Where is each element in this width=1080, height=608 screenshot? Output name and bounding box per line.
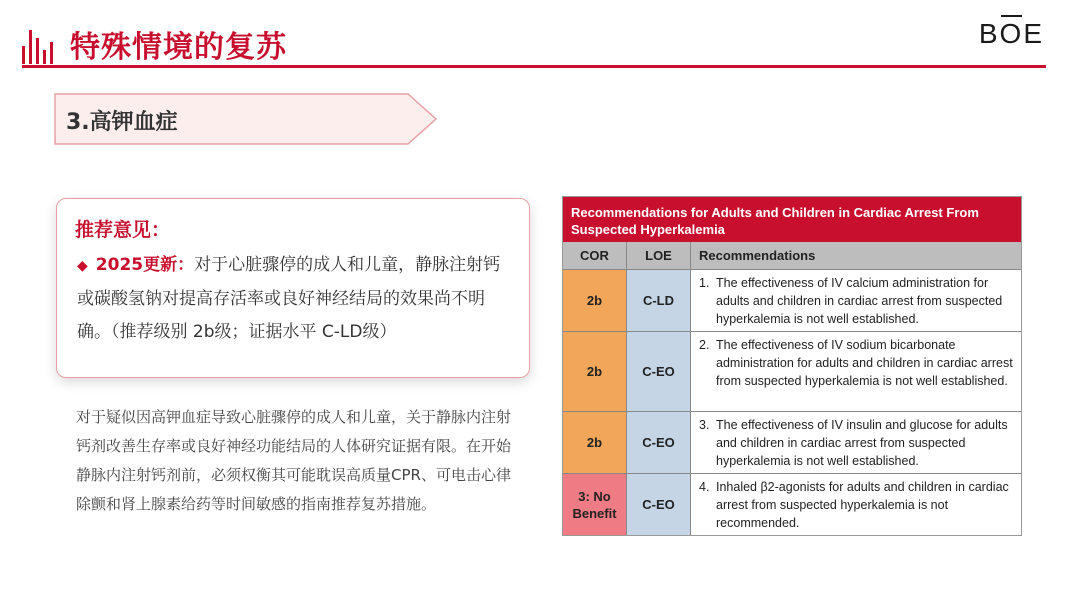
recommendation-text: The effectiveness of IV insulin and glucose for adults and children in cardiac arrest from suspected hyperkalemia is not well established. bbox=[716, 418, 1008, 468]
recommendation-cell bbox=[691, 332, 1021, 411]
header-divider bbox=[22, 65, 1046, 68]
recommendation-cell bbox=[691, 412, 1021, 473]
cor-cell: 2b bbox=[563, 270, 627, 331]
loe-cell: C-LD bbox=[627, 270, 691, 331]
recommendation-body bbox=[77, 249, 507, 349]
brand-logo: BOE bbox=[978, 18, 1044, 49]
diamond-bullet-icon: ◆ bbox=[77, 258, 88, 274]
section-tag bbox=[54, 93, 438, 145]
header-recommendations: Recommendations bbox=[699, 248, 816, 263]
cor-cell: 3: No Benefit bbox=[563, 474, 627, 535]
row-number: 4. bbox=[699, 480, 710, 494]
table-row bbox=[563, 331, 1021, 411]
table-row bbox=[563, 473, 1021, 535]
recommendation-card bbox=[56, 198, 530, 378]
header-cor: COR bbox=[563, 242, 627, 269]
loe-cell: C-EO bbox=[627, 412, 691, 473]
recommendation-heading: 推荐意见： bbox=[75, 219, 171, 241]
table-title: Recommendations for Adults and Children in Cardiac Arrest From Suspected Hyperkalemia bbox=[563, 197, 1021, 242]
recommendation-text: The effectiveness of IV calcium administration for adults and children in cardiac arrest from suspected hyperkalemia is not well established. bbox=[716, 276, 1003, 326]
explanation-paragraph: 对于疑似因高钾血症导致心脏骤停的成人和儿童，关于静脉内注射钙剂改善生存率或良好神经功能结局的人体研究证据有限。在开始静脉内注射钙剂前，必须权衡其可能耽误高质量CPR、可电击心律除颤和肾上腺素给药等时间敏感的指南推荐复苏措施。 bbox=[76, 408, 512, 513]
row-number: 2. bbox=[699, 338, 710, 352]
recommendation-table bbox=[562, 196, 1022, 536]
table-row bbox=[563, 411, 1021, 473]
update-year-label: 2025更新： bbox=[95, 255, 195, 275]
cor-cell: 2b bbox=[563, 412, 627, 473]
cor-cell: 2b bbox=[563, 332, 627, 411]
recommendation-cell bbox=[691, 270, 1021, 331]
table-row bbox=[563, 269, 1021, 331]
logo-bars-icon bbox=[22, 24, 62, 64]
table-header-row bbox=[563, 242, 1021, 269]
loe-cell: C-EO bbox=[627, 332, 691, 411]
row-number: 3. bbox=[699, 418, 710, 432]
page-title: 特殊情境的复苏 bbox=[70, 30, 287, 65]
recommendation-text: 对于心脏骤停的成人和儿童，静脉注射钙或碳酸氢钠对提高存活率或良好神经结局的效果尚不明确。（推荐级别 2b级；证据水平 C-LD级） bbox=[77, 255, 501, 342]
section-title: 3.高钾血症 bbox=[66, 110, 178, 135]
recommendation-cell bbox=[691, 474, 1021, 535]
header-loe: LOE bbox=[627, 242, 691, 269]
recommendation-text: Inhaled β2-agonists for adults and children in cardiac arrest from suspected hyperkalemia is not recommended. bbox=[716, 480, 1009, 530]
loe-cell: C-EO bbox=[627, 474, 691, 535]
row-number: 1. bbox=[699, 276, 710, 290]
recommendation-text: The effectiveness of IV sodium bicarbonate administration for adults and children in cardiac arrest from suspected hyperkalemia is not well established. bbox=[716, 338, 1013, 388]
